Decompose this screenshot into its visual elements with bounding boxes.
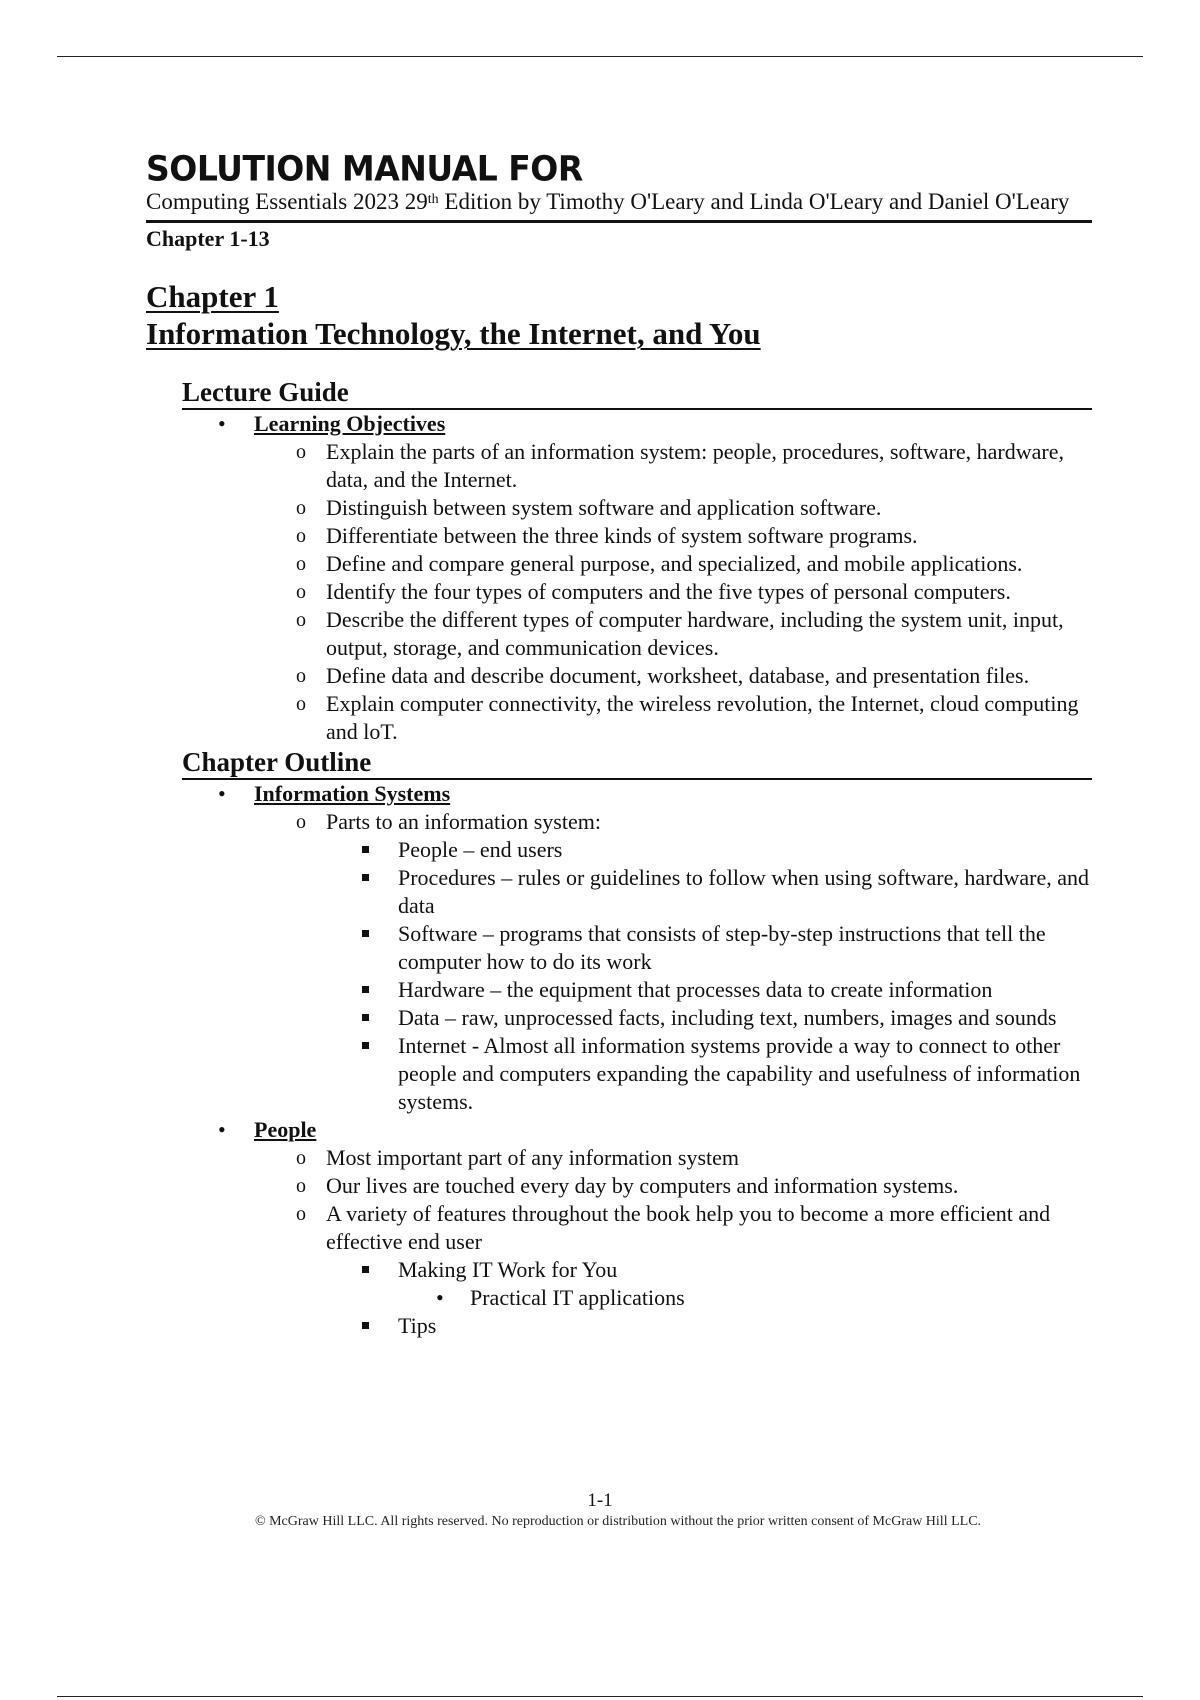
- list-item: [182, 410, 1092, 746]
- list-item: [254, 578, 1092, 606]
- part-text: People – end users: [398, 837, 563, 862]
- list-item: [254, 550, 1092, 578]
- objective-text: Explain computer connectivity, the wireless revolution, the Internet, cloud computing and loT.: [326, 691, 1079, 744]
- page-number: 1-1: [587, 1490, 613, 1511]
- parts-list: [326, 836, 1092, 1116]
- information-systems-label: Information Systems: [254, 781, 451, 806]
- list-item: [326, 1256, 1092, 1312]
- subtitle-superscript: th: [427, 192, 439, 207]
- bullet-disc-icon: •: [218, 411, 226, 436]
- people-label: People: [254, 1117, 317, 1142]
- chapter-outline-list: [182, 780, 1092, 1340]
- bullet-circle-icon: o: [296, 553, 306, 575]
- bullet-circle-icon: o: [296, 811, 306, 833]
- objective-text: Identify the four types of computers and the five types of personal computers.: [326, 579, 1011, 604]
- square-bullet-icon: [362, 1322, 369, 1329]
- bullet-circle-icon: o: [296, 1203, 306, 1225]
- top-rule: [57, 56, 1143, 57]
- list-item: [254, 1172, 1092, 1200]
- feature-text: Tips: [398, 1313, 437, 1338]
- list-item: [254, 606, 1092, 662]
- part-text: Internet - Almost all information systems provide a way to connect to other people and computers expanding the capability and usefulness of information systems.: [398, 1033, 1081, 1114]
- bullet-circle-icon: o: [296, 1175, 306, 1197]
- part-text: Software – programs that consists of step-by-step instructions that tell the computer how to do its work: [398, 921, 1046, 974]
- bullet-circle-icon: o: [296, 581, 306, 603]
- list-item: [182, 1116, 1092, 1340]
- list-item: [254, 662, 1092, 690]
- copyright-notice: © McGraw Hill LLC. All rights reserved. No reproduction or distribution without the prior written consent of McGraw Hill LLC.: [254, 1514, 982, 1529]
- document-page: [146, 147, 1092, 1340]
- subtitle-text-post: Edition by Timothy O'Leary and Linda O'Leary and Daniel O'Leary: [438, 189, 1070, 214]
- people-point-text: Our lives are touched every day by computers and information systems.: [326, 1173, 959, 1198]
- square-bullet-icon: [362, 874, 369, 881]
- part-text: Hardware – the equipment that processes data to create information: [398, 977, 993, 1002]
- chapter-range: Chapter 1-13: [146, 220, 1092, 252]
- objective-text: Define and compare general purpose, and specialized, and mobile applications.: [326, 551, 1023, 576]
- objective-text: Describe the different types of computer hardware, including the system unit, input, output, storage, and communication devices.: [326, 607, 1064, 660]
- people-point-text: Most important part of any information system: [326, 1145, 740, 1170]
- bottom-rule: [57, 1696, 1143, 1697]
- list-item: [326, 920, 1092, 976]
- square-bullet-icon: [362, 1042, 369, 1049]
- list-item: [326, 1312, 1092, 1340]
- bullet-circle-icon: o: [296, 665, 306, 687]
- document-title: SOLUTION MANUAL FOR: [146, 147, 583, 189]
- list-item: [254, 438, 1092, 494]
- list-item: [254, 522, 1092, 550]
- part-text: Data – raw, unprocessed facts, including text, numbers, images and sounds: [398, 1005, 1057, 1030]
- bullet-circle-icon: o: [296, 525, 306, 547]
- chapter-outline-heading: Chapter Outline: [182, 746, 1092, 780]
- list-item: [182, 780, 1092, 1116]
- list-item: [326, 836, 1092, 864]
- people-list: [296, 1144, 1092, 1340]
- lecture-guide-list: [182, 410, 1092, 746]
- lecture-guide-section: [182, 376, 1092, 746]
- list-item: [398, 1284, 1092, 1312]
- objectives-list: [296, 438, 1092, 746]
- lecture-guide-heading: Lecture Guide: [182, 376, 1092, 410]
- list-item: [254, 808, 1092, 1116]
- part-text: Procedures – rules or guidelines to follow when using software, hardware, and data: [398, 865, 1089, 918]
- chapter-outline-section: [182, 746, 1092, 1340]
- bullet-circle-icon: o: [296, 609, 306, 631]
- bullet-disc-icon: •: [218, 1117, 226, 1142]
- subtitle-text-pre: Computing Essentials 2023 29: [146, 189, 428, 214]
- bullet-circle-icon: o: [296, 1147, 306, 1169]
- bullet-circle-icon: o: [296, 441, 306, 463]
- list-item: [254, 494, 1092, 522]
- list-item: [326, 864, 1092, 920]
- square-bullet-icon: [362, 846, 369, 853]
- list-item: [254, 690, 1092, 746]
- information-systems-list: [296, 808, 1092, 1116]
- square-bullet-icon: [362, 1014, 369, 1021]
- objective-text: Explain the parts of an information system: people, procedures, software, hardware, data, and the Internet.: [326, 439, 1064, 492]
- feature-sub-list: [398, 1284, 1092, 1312]
- chapter-title: Information Technology, the Internet, and You: [146, 316, 761, 351]
- bullet-disc-icon: •: [218, 781, 226, 806]
- objective-text: Differentiate between the three kinds of system software programs.: [326, 523, 918, 548]
- list-item: [326, 1004, 1092, 1032]
- learning-objectives-label: Learning Objectives: [254, 411, 446, 436]
- features-list: [326, 1256, 1092, 1340]
- list-item: [326, 1032, 1092, 1116]
- bullet-circle-icon: o: [296, 497, 306, 519]
- list-item: [254, 1200, 1092, 1340]
- bullet-circle-icon: o: [296, 693, 306, 715]
- chapter-heading: [146, 278, 1092, 352]
- objective-text: Distinguish between system software and application software.: [326, 495, 882, 520]
- feature-text: Making IT Work for You: [398, 1257, 618, 1282]
- square-bullet-icon: [362, 986, 369, 993]
- people-point-text: A variety of features throughout the book help you to become a more efficient and effective end user: [326, 1201, 1051, 1254]
- square-bullet-icon: [362, 1266, 369, 1273]
- list-item: [326, 976, 1092, 1004]
- square-bullet-icon: [362, 930, 369, 937]
- objective-text: Define data and describe document, worksheet, database, and presentation files.: [326, 663, 1030, 688]
- list-item: [254, 1144, 1092, 1172]
- bullet-disc-icon: •: [436, 1285, 444, 1310]
- feature-sub-text: Practical IT applications: [470, 1285, 685, 1310]
- document-subtitle: [146, 188, 1092, 216]
- parts-intro-text: Parts to an information system:: [326, 809, 601, 834]
- chapter-number: Chapter 1: [146, 279, 279, 314]
